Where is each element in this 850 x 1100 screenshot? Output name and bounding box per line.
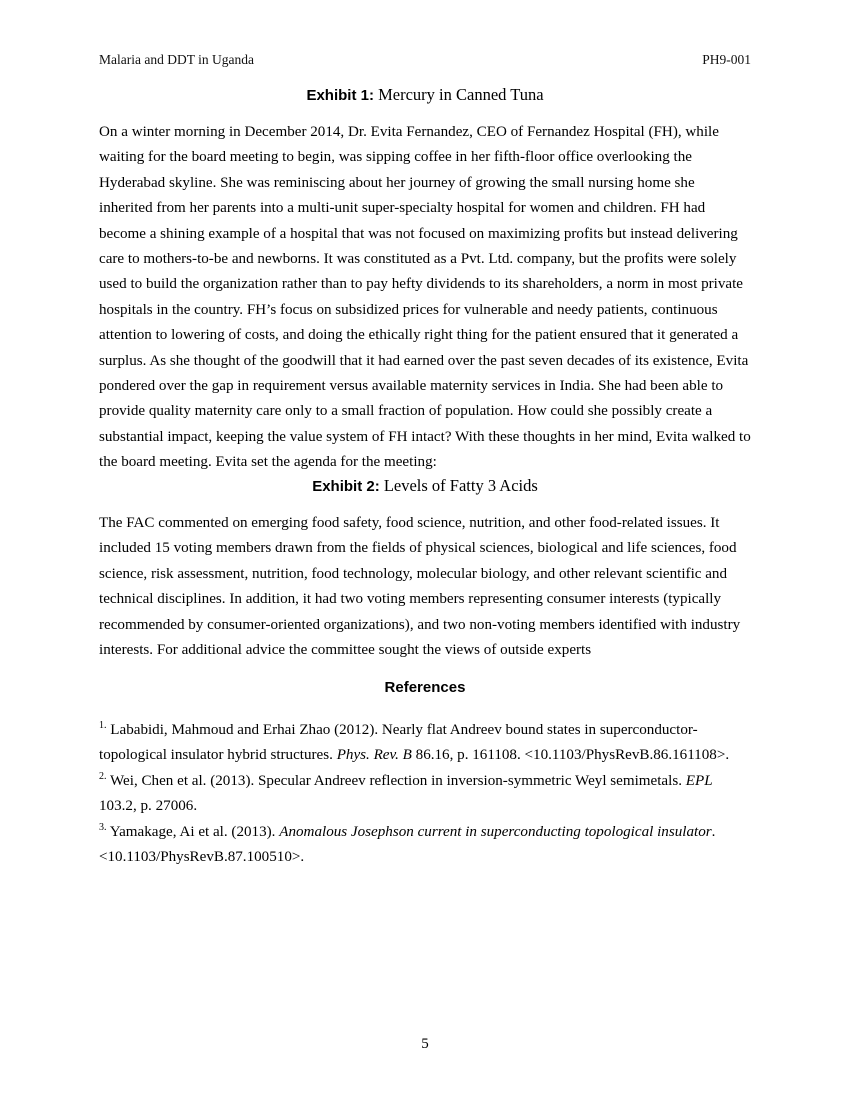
exhibit-2-paragraph-block xyxy=(99,511,751,663)
reference-item xyxy=(99,820,751,871)
exhibit-2-heading-block xyxy=(99,475,751,497)
exhibit-1-title xyxy=(374,85,544,104)
exhibit-2-heading xyxy=(99,475,751,497)
reference-text-after: . <10.1103/PhysRevB.87.100510>. xyxy=(99,823,716,866)
exhibit-2-label: Exhibit 2: xyxy=(312,478,380,495)
reference-item xyxy=(99,718,751,769)
exhibit-1-heading xyxy=(99,84,751,106)
running-header-right: PH9-001 xyxy=(702,52,751,67)
exhibit-2-paragraph: The FAC commented on emerging food safety, food science, nutrition, and other food-related issues. It included 15 voting members drawn from the fields of physical sciences, biological and life sciences, food science, risk assessment, nutrition, food technology, molecular biology, and other relevant scientific and technical disciplines. In addition, it had two voting members representing consumer interests (typically recommended by consumer-oriented organizations), and two non-voting members identified with industry interests. For additional advice the committee sought the views of outside experts xyxy=(99,515,741,659)
exhibit-1-paragraph: On a winter morning in December 2014, Dr. Evita Fernandez, CEO of Fernandez Hospital (FH), while waiting for the board meeting to begin, was sipping coffee in her fifth-floor office overlooking the Hyderabad skyline. She was reminiscing about her journey of growing the small nursing home she inherited from her parents into a multi-unit super-specialty hospital for women and children. FH had become a shining example of a hospital that was not focused on maximizing profits but instead delivering care to mothers-to-be and newborns. It was constituted as a Pvt. Ltd. company, but the profits were solely used to build the organization rather than to pay hefty dividends to its shareholders, a norm in most private hospitals in the country. FH’s focus on subsidized prices for vulnerable and needy patients, continuous attention to lowering of costs, and doing the ethically right thing for the patient ensured that it generated a surplus. As she thought of the goodwill that it had earned over the past seven decades of its existence, Evita pondered over the gap in requirement versus available maternity services in India. She had been able to provide quality maternity care only to a small fraction of population. How could she possibly create a substantial impact, keeping the value system of FH intact? With these thoughts in her mind, Evita walked to the board meeting. Evita set the agenda for the meeting: xyxy=(99,124,751,471)
exhibit-1-heading-block xyxy=(99,84,751,106)
reference-title: Anomalous Josephson current in superconducting topological insulator xyxy=(279,823,712,840)
reference-number: 1. xyxy=(99,720,107,731)
reference-text-after: 103.2, p. 27006. xyxy=(99,798,198,815)
running-header xyxy=(99,52,751,68)
reference-journal: Phys. Rev. B xyxy=(336,747,412,764)
reference-text-before: Lababidi, Mahmoud and Erhai Zhao (2012). Nearly flat Andreev bound states in superconductor-topological insulator hybrid structures. xyxy=(99,722,698,764)
reference-number: 2. xyxy=(99,770,107,782)
reference-text-before: Wei, Chen et al. (2013). Specular Andreev reflection in inversion-symmetric Weyl semimetals. xyxy=(110,772,682,789)
references-heading-block xyxy=(99,678,751,698)
references-list xyxy=(99,718,751,870)
reference-text-before: Yamakage, Ai et al. (2013). xyxy=(109,823,276,840)
references-heading: References xyxy=(384,679,466,696)
reference-number: 3. xyxy=(99,821,107,833)
reference-item xyxy=(99,769,751,820)
running-header-left: Malaria and DDT in Uganda xyxy=(99,52,254,67)
exhibit-2-title-text: Levels of Fatty 3 Acids xyxy=(383,476,538,495)
page-number: 5 xyxy=(421,1036,429,1052)
exhibit-2-title xyxy=(380,476,538,495)
reference-journal: EPL xyxy=(685,772,713,789)
reference-text-after: 86.16, p. 161108. <10.1103/PhysRevB.86.161108>. xyxy=(415,747,730,764)
exhibit-1-label: Exhibit 1: xyxy=(306,87,374,104)
exhibit-1-title-text: Mercury in Canned Tuna xyxy=(378,85,544,104)
exhibit-1-paragraph-block xyxy=(99,120,751,476)
